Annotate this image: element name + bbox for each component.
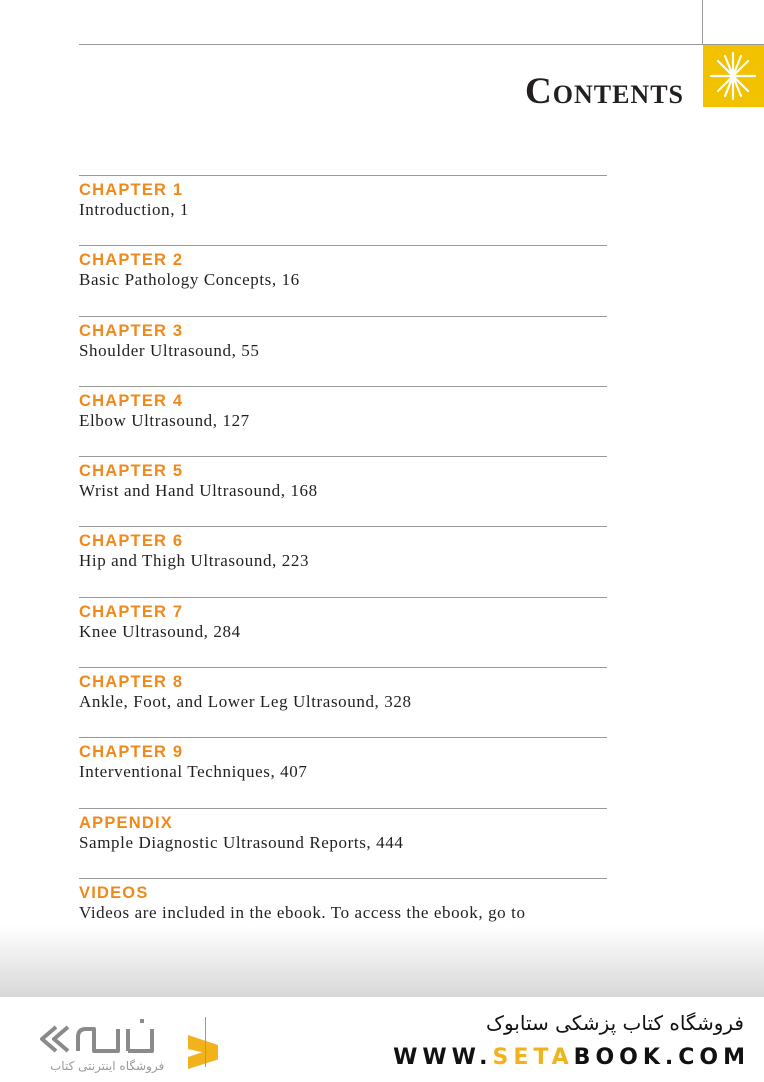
chapter-title: Interventional Techniques, 407 bbox=[79, 762, 308, 782]
star-icon bbox=[703, 45, 764, 107]
footer-banner bbox=[0, 997, 764, 1080]
toc-entry[interactable] bbox=[79, 597, 607, 667]
page-title: Contents bbox=[525, 71, 684, 112]
toc-entry[interactable] bbox=[79, 456, 607, 526]
chapter-title: Hip and Thigh Ultrasound, 223 bbox=[79, 551, 310, 571]
toc-entry[interactable] bbox=[79, 526, 607, 596]
chapter-title: Wrist and Hand Ultrasound, 168 bbox=[79, 481, 318, 501]
toc-entry[interactable] bbox=[79, 316, 607, 386]
top-vertical-rule bbox=[702, 0, 703, 44]
chapter-label: CHAPTER 7 bbox=[79, 602, 184, 621]
chapter-title: Introduction, 1 bbox=[79, 200, 190, 219]
toc-entry[interactable] bbox=[79, 175, 607, 245]
chapter-label: CHAPTER 9 bbox=[79, 743, 184, 762]
videos-body: Videos are included in the ebook. To access the ebook, go to bbox=[79, 902, 526, 922]
toc-entry[interactable] bbox=[79, 808, 607, 878]
url-suffix: BOOK.COM bbox=[573, 1045, 750, 1070]
chapter-title: Ankle, Foot, and Lower Leg Ultrasound, 328 bbox=[79, 692, 412, 712]
appendix-title: Sample Diagnostic Ultrasound Reports, 444 bbox=[79, 832, 404, 852]
chapter-title: Elbow Ultrasound, 127 bbox=[79, 410, 250, 430]
url-highlight: SETA bbox=[492, 1045, 574, 1070]
chapter-label: CHAPTER 8 bbox=[79, 673, 184, 692]
chapter-title: Knee Ultrasound, 284 bbox=[79, 621, 241, 641]
page-bottom-shadow bbox=[0, 925, 764, 997]
footer-divider bbox=[205, 1017, 206, 1067]
chapter-label: CHAPTER 6 bbox=[79, 532, 184, 551]
chapter-title: Shoulder Ultrasound, 55 bbox=[79, 340, 260, 360]
table-of-contents bbox=[79, 175, 607, 941]
toc-entry[interactable] bbox=[79, 386, 607, 456]
toc-entry[interactable] bbox=[79, 667, 607, 737]
top-horizontal-rule bbox=[79, 44, 764, 45]
url-prefix: WWW. bbox=[393, 1045, 493, 1070]
toc-entry[interactable] bbox=[79, 245, 607, 315]
chapter-label: CHAPTER 4 bbox=[79, 391, 184, 410]
chapter-title: Basic Pathology Concepts, 16 bbox=[79, 270, 300, 290]
logo-subtitle: فروشگاه اینترنتی کتاب bbox=[50, 1059, 165, 1073]
shop-name: فروشگاه کتاب پزشکی ستابوک bbox=[486, 1011, 744, 1035]
toc-entry[interactable] bbox=[79, 737, 607, 807]
videos-label: VIDEOS bbox=[79, 883, 149, 902]
chapter-label: CHAPTER 2 bbox=[79, 251, 184, 270]
chapter-label: CHAPTER 1 bbox=[79, 181, 184, 199]
chapter-label: CHAPTER 5 bbox=[79, 462, 184, 481]
appendix-label: APPENDIX bbox=[79, 813, 173, 832]
chapter-label: CHAPTER 3 bbox=[79, 321, 184, 340]
website-link[interactable] bbox=[393, 1045, 750, 1070]
